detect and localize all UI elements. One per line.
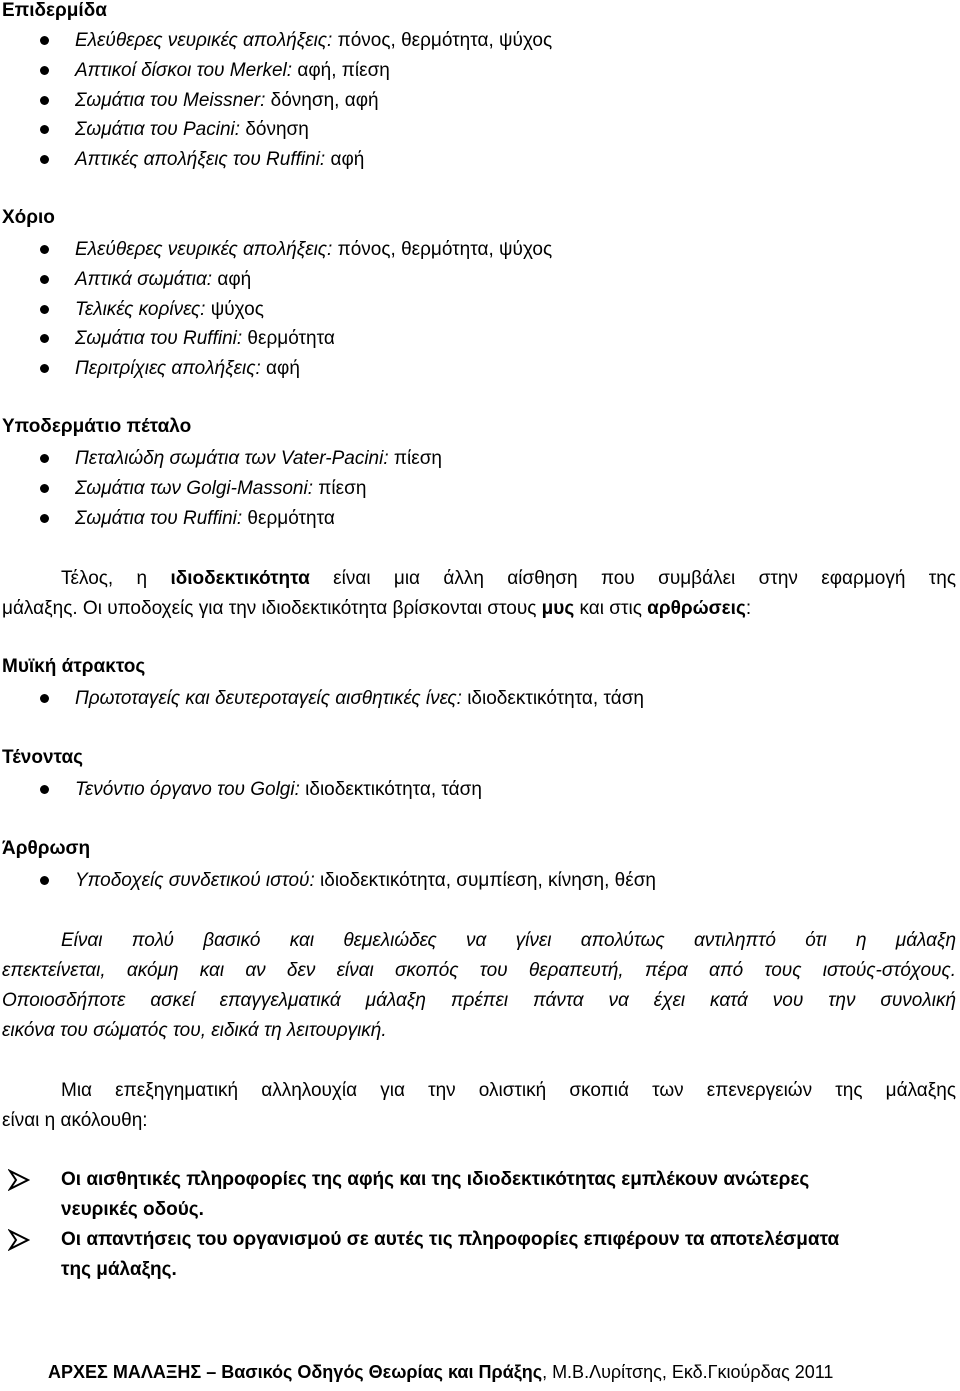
receptor-term: Σωμάτια του Pacini: bbox=[75, 119, 241, 140]
receptor-function: θερμότητα bbox=[242, 508, 335, 529]
section-title-tendon: Τένοντας bbox=[2, 747, 84, 768]
bullet-icon bbox=[40, 454, 49, 463]
arrow-bullet-icon bbox=[8, 1169, 30, 1191]
text-run: : bbox=[745, 598, 752, 619]
paragraph-line: Οποιοσδήποτε ασκεί επαγγελματικά μάλαξη πρέπει πάντα να έχει κατά νου την συνολική bbox=[2, 990, 956, 1011]
bullet-icon bbox=[40, 125, 49, 134]
section-title-muscle: Μυϊκή άτρακτος bbox=[2, 656, 146, 677]
receptor-term: Απτικά σωμάτια: bbox=[75, 269, 213, 290]
bullet-icon bbox=[40, 514, 49, 523]
section-title-epidermis: Επιδερμίδα bbox=[2, 0, 107, 21]
receptor-term: Τελικές κορίνες: bbox=[75, 299, 206, 320]
text-line: Οι αισθητικές πληροφορίες της αφής και της ιδιοδεκτικότητας εμπλέκουν ανώτερες bbox=[61, 1169, 810, 1190]
arrow-item-text bbox=[61, 1165, 809, 1225]
receptor-function: ιδιοδεκτικότητα, τάση bbox=[299, 779, 482, 800]
page-footer bbox=[48, 1362, 833, 1383]
proprio-paragraph bbox=[2, 564, 956, 624]
paragraph-line: επεκτείνεται, ακόμη και αν δεν είναι σκοπός του θεραπευτή, πέρα από τους ιστούς-στόχους. bbox=[2, 960, 956, 981]
receptor-function: πίεση bbox=[313, 478, 367, 499]
text-run: και στις bbox=[574, 598, 648, 619]
receptor-function: δόνηση bbox=[240, 119, 309, 140]
bullet-icon bbox=[40, 66, 49, 75]
receptor-function: πίεση bbox=[388, 448, 442, 469]
receptor-term: Ελεύθερες νευρικές απολήξεις: bbox=[75, 239, 333, 260]
receptor-function: αφή bbox=[212, 269, 252, 290]
paragraph-line: Μια επεξηγηματική αλληλουχία για την ολιστική σκοπιά των επενεργειών της μάλαξης bbox=[61, 1080, 956, 1101]
arrow-bullet-icon bbox=[8, 1229, 30, 1251]
bullet-icon bbox=[40, 305, 49, 314]
paragraph-line: εικόνα του σώματός του, ειδικά τη λειτουργική. bbox=[2, 1020, 387, 1041]
bullet-icon bbox=[40, 334, 49, 343]
bold-term: μυς bbox=[541, 598, 575, 619]
arrow-list-item bbox=[2, 1165, 956, 1225]
receptor-function: δόνηση, αφή bbox=[265, 90, 379, 111]
bullet-icon bbox=[40, 36, 49, 45]
bullet-icon bbox=[40, 245, 49, 254]
receptor-function: αφή bbox=[260, 358, 300, 379]
arrow-list-item bbox=[2, 1225, 956, 1285]
receptor-term: Σωμάτια του Ruffini: bbox=[75, 508, 243, 529]
bullet-icon bbox=[40, 694, 49, 703]
bullet-icon bbox=[40, 275, 49, 284]
receptor-function: πόνος, θερμότητα, ψύχος bbox=[332, 30, 553, 51]
text-run: Τέλος, η bbox=[61, 568, 171, 589]
paragraph-line: είναι η ακόλουθη: bbox=[2, 1110, 148, 1131]
bullet-icon bbox=[40, 155, 49, 164]
bullet-icon bbox=[40, 484, 49, 493]
text-line: νευρικές οδούς. bbox=[61, 1199, 204, 1220]
receptor-function: ιδιοδεκτικότητα, τάση bbox=[461, 688, 644, 709]
section-title-subcutaneous: Υποδερμάτιο πέταλο bbox=[2, 416, 192, 437]
italic-paragraph bbox=[2, 926, 956, 1046]
paragraph-line: Είναι πολύ βασικό και θεμελιώδες να γίνει απολύτως αντιληπτό ότι η μάλαξη bbox=[61, 930, 956, 951]
receptor-term: Υποδοχείς συνδετικού ιστού: bbox=[75, 870, 315, 891]
receptor-function: πόνος, θερμότητα, ψύχος bbox=[332, 239, 553, 260]
bullet-icon bbox=[40, 785, 49, 794]
text-line: Οι απαντήσεις του οργανισμού σε αυτές τις πληροφορίες επιφέρουν τα αποτελέσματα bbox=[61, 1229, 840, 1250]
receptor-term: Πεταλιώδη σωμάτια των Vater-Pacini: bbox=[75, 448, 389, 469]
footer-book-title: ΑΡΧΕΣ ΜΑΛΑΞΗΣ – Βασικός Οδηγός Θεωρίας και Πράξης bbox=[48, 1362, 543, 1382]
receptor-function: ψύχος bbox=[205, 299, 264, 320]
receptor-term: Πρωτοταγείς και δευτεροταγείς αισθητικές ίνες: bbox=[75, 688, 462, 709]
receptor-term: Περιτρίχιες απολήξεις: bbox=[75, 358, 261, 379]
paragraph-line bbox=[2, 564, 956, 594]
receptor-term: Ελεύθερες νευρικές απολήξεις: bbox=[75, 30, 333, 51]
receptor-term: Απτικοί δίσκοι του Merkel: bbox=[75, 60, 293, 81]
receptor-term: Τενόντιο όργανο του Golgi: bbox=[75, 779, 300, 800]
receptor-function: αφή, πίεση bbox=[292, 60, 390, 81]
text-run: μάλαξης. Οι υποδοχείς για την ιδιοδεκτικότητα βρίσκονται στους bbox=[2, 598, 542, 619]
receptor-term: Σωμάτια των Golgi-Massoni: bbox=[75, 478, 314, 499]
footer-credits: , Μ.Β.Λυρίτσης, Εκδ.Γκιούρδας 2011 bbox=[542, 1362, 834, 1382]
bullet-icon bbox=[40, 876, 49, 885]
receptor-term: Σωμάτια του Meissner: bbox=[75, 90, 266, 111]
bold-term: ιδιοδεκτικότητα bbox=[170, 568, 310, 589]
paragraph-line bbox=[2, 594, 956, 624]
text-line: της μάλαξης. bbox=[61, 1259, 177, 1280]
receptor-function: ιδιοδεκτικότητα, συμπίεση, κίνηση, θέση bbox=[314, 870, 656, 891]
arrow-item-text bbox=[61, 1225, 839, 1285]
bold-term: αρθρώσεις bbox=[647, 598, 746, 619]
sequence-paragraph bbox=[2, 1076, 956, 1136]
receptor-term: Απτικές απολήξεις του Ruffini: bbox=[75, 149, 326, 170]
receptor-function: αφή bbox=[325, 149, 365, 170]
receptor-function: θερμότητα bbox=[242, 328, 335, 349]
receptor-term: Σωμάτια του Ruffini: bbox=[75, 328, 243, 349]
section-title-joint: Άρθρωση bbox=[2, 838, 91, 859]
section-title-dermis: Χόριο bbox=[2, 207, 55, 228]
bullet-icon bbox=[40, 96, 49, 105]
bullet-icon bbox=[40, 364, 49, 373]
text-run: είναι μια άλλη αίσθηση που συμβάλει στην εφαρμογή της bbox=[309, 568, 956, 589]
